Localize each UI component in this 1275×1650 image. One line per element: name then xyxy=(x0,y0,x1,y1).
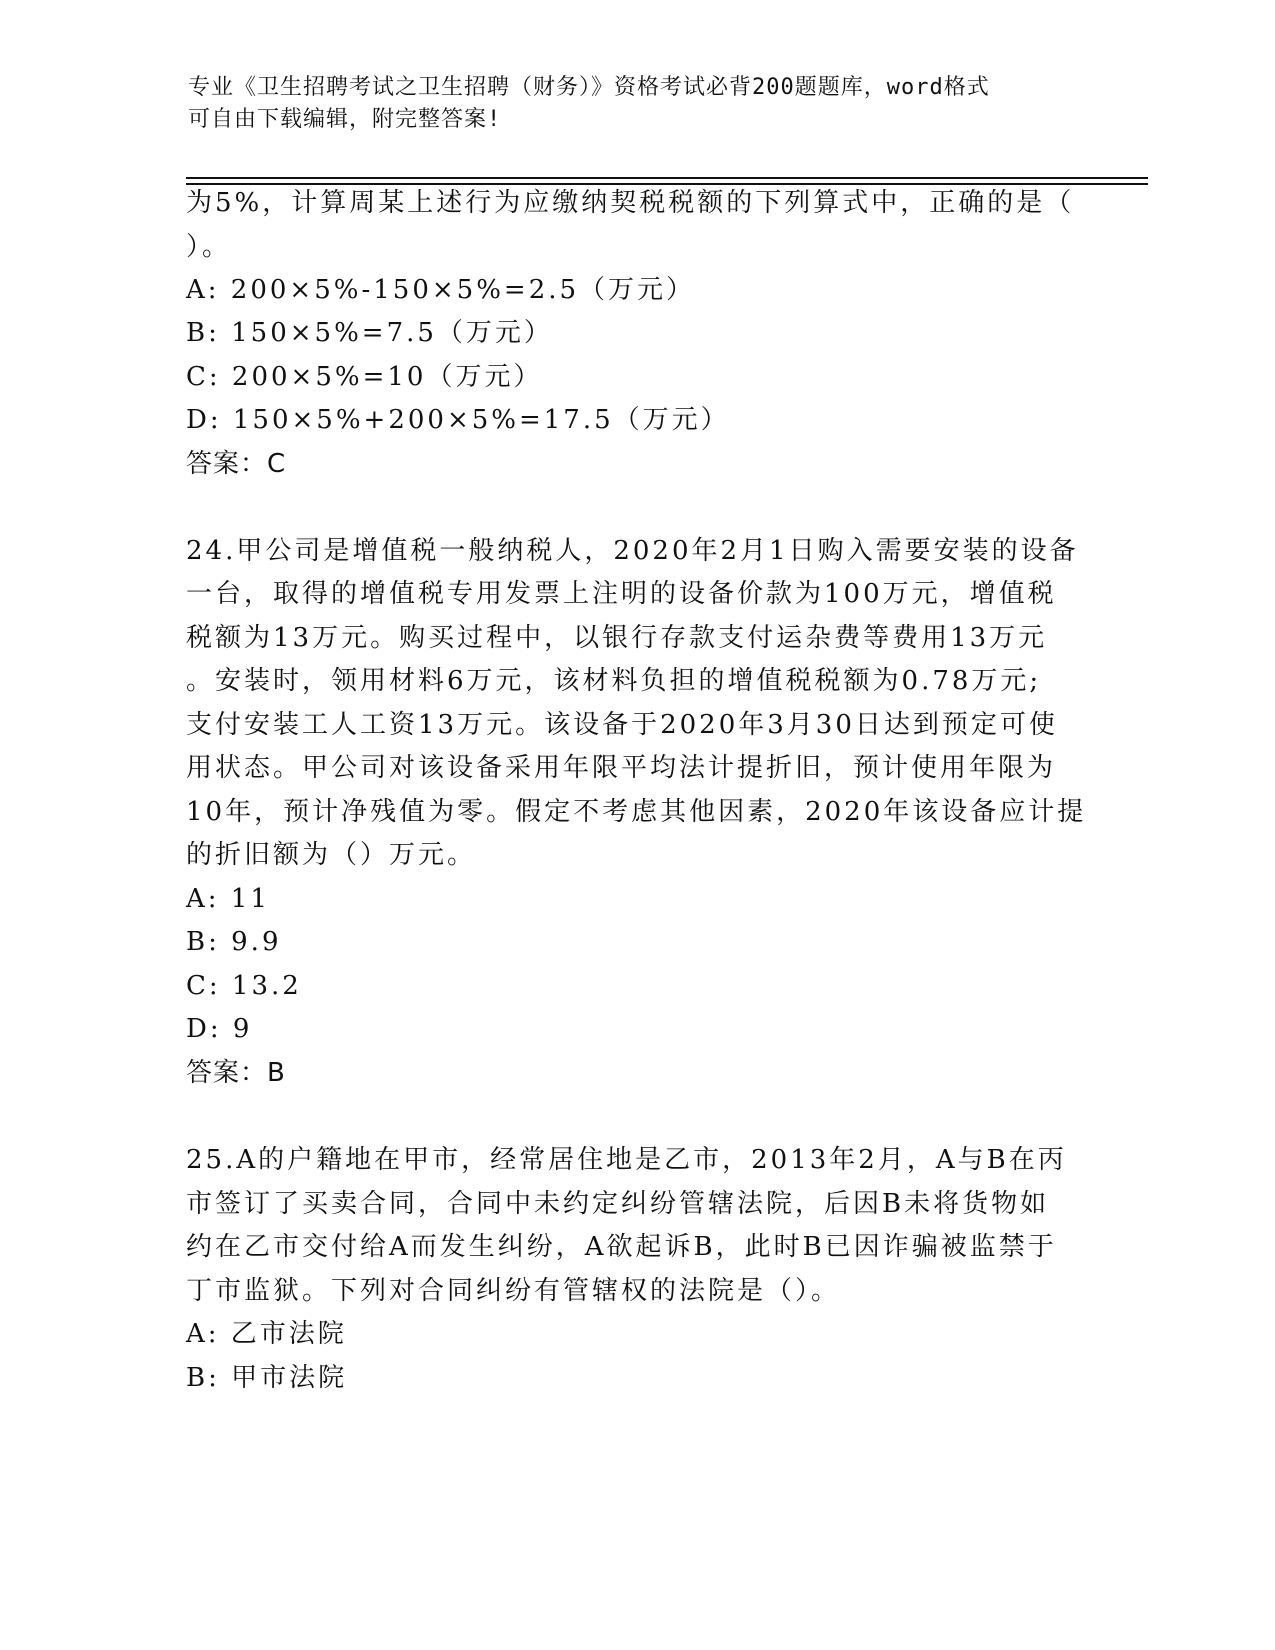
question-text-line: 的折旧额为（）万元。 xyxy=(186,840,477,870)
header-divider-bottom xyxy=(186,183,1148,185)
document-title-line-2: 可自由下载编辑，附完整答案! xyxy=(188,107,502,132)
question-text-line: 丁市监狱。下列对合同纠纷有管辖权的法院是（）。 xyxy=(186,1276,841,1306)
option-a: A: 200×5%-150×5%=2.5（万元） xyxy=(186,275,696,305)
question-text-line: 税额为13万元。购买过程中，以银行存款支付运杂费等费用13万元 xyxy=(186,623,1048,653)
document-title xyxy=(188,72,1088,136)
question-text-line: 24.甲公司是增值税一般纳税人，2020年2月1日购入需要安装的设备 xyxy=(186,536,1079,566)
question-text-line: 用状态。甲公司对该设备采用年限平均法计提折旧，预计使用年限为 xyxy=(186,753,1057,783)
option-d: D: 150×5%+200×5%=17.5（万元） xyxy=(186,405,730,435)
option-b: B: 9.9 xyxy=(186,927,282,957)
question-text-line: 市签订了买卖合同，合同中未约定纠纷管辖法院，后因B未将货物如 xyxy=(186,1189,1050,1219)
question-text-line: 一台，取得的增值税专用发票上注明的设备价款为100万元，增值税 xyxy=(186,579,1057,609)
answer-text: 答案：B xyxy=(186,1058,286,1088)
header-divider-top xyxy=(186,177,1148,179)
question-text-line: 为5%，计算周某上述行为应缴纳契税税额的下列算式中，正确的是（ xyxy=(186,188,1075,218)
option-b: B: 甲市法院 xyxy=(186,1363,348,1393)
question-text-line: 10年，预计净残值为零。假定不考虑其他因素，2020年该设备应计提 xyxy=(186,797,1087,827)
option-d: D: 9 xyxy=(186,1014,253,1044)
option-a: A: 11 xyxy=(186,884,270,914)
question-text-line: 支付安装工人工资13万元。该设备于2020年3月30日达到预定可使 xyxy=(186,710,1058,740)
question-text-line: 约在乙市交付给A而发生纠纷，A欲起诉B，此时B已因诈骗被监禁于 xyxy=(186,1232,1057,1262)
answer-text: 答案：C xyxy=(186,449,287,479)
option-c: C: 13.2 xyxy=(186,971,302,1001)
question-text-line: ）。 xyxy=(186,232,232,262)
question-text-line: 25.A的户籍地在甲市，经常居住地是乙市，2013年2月，A与B在丙 xyxy=(186,1145,1067,1175)
option-c: C: 200×5%=10（万元） xyxy=(186,362,543,392)
document-title-line-1: 专业《卫生招聘考试之卫生招聘（财务）》资格考试必背200题题库，word格式 xyxy=(188,75,990,100)
question-text-line: 。安装时，领用材料6万元，该材料负担的增值税税额为0.78万元; xyxy=(186,666,1042,696)
option-b: B: 150×5%=7.5（万元） xyxy=(186,318,553,348)
option-a: A: 乙市法院 xyxy=(186,1319,347,1349)
